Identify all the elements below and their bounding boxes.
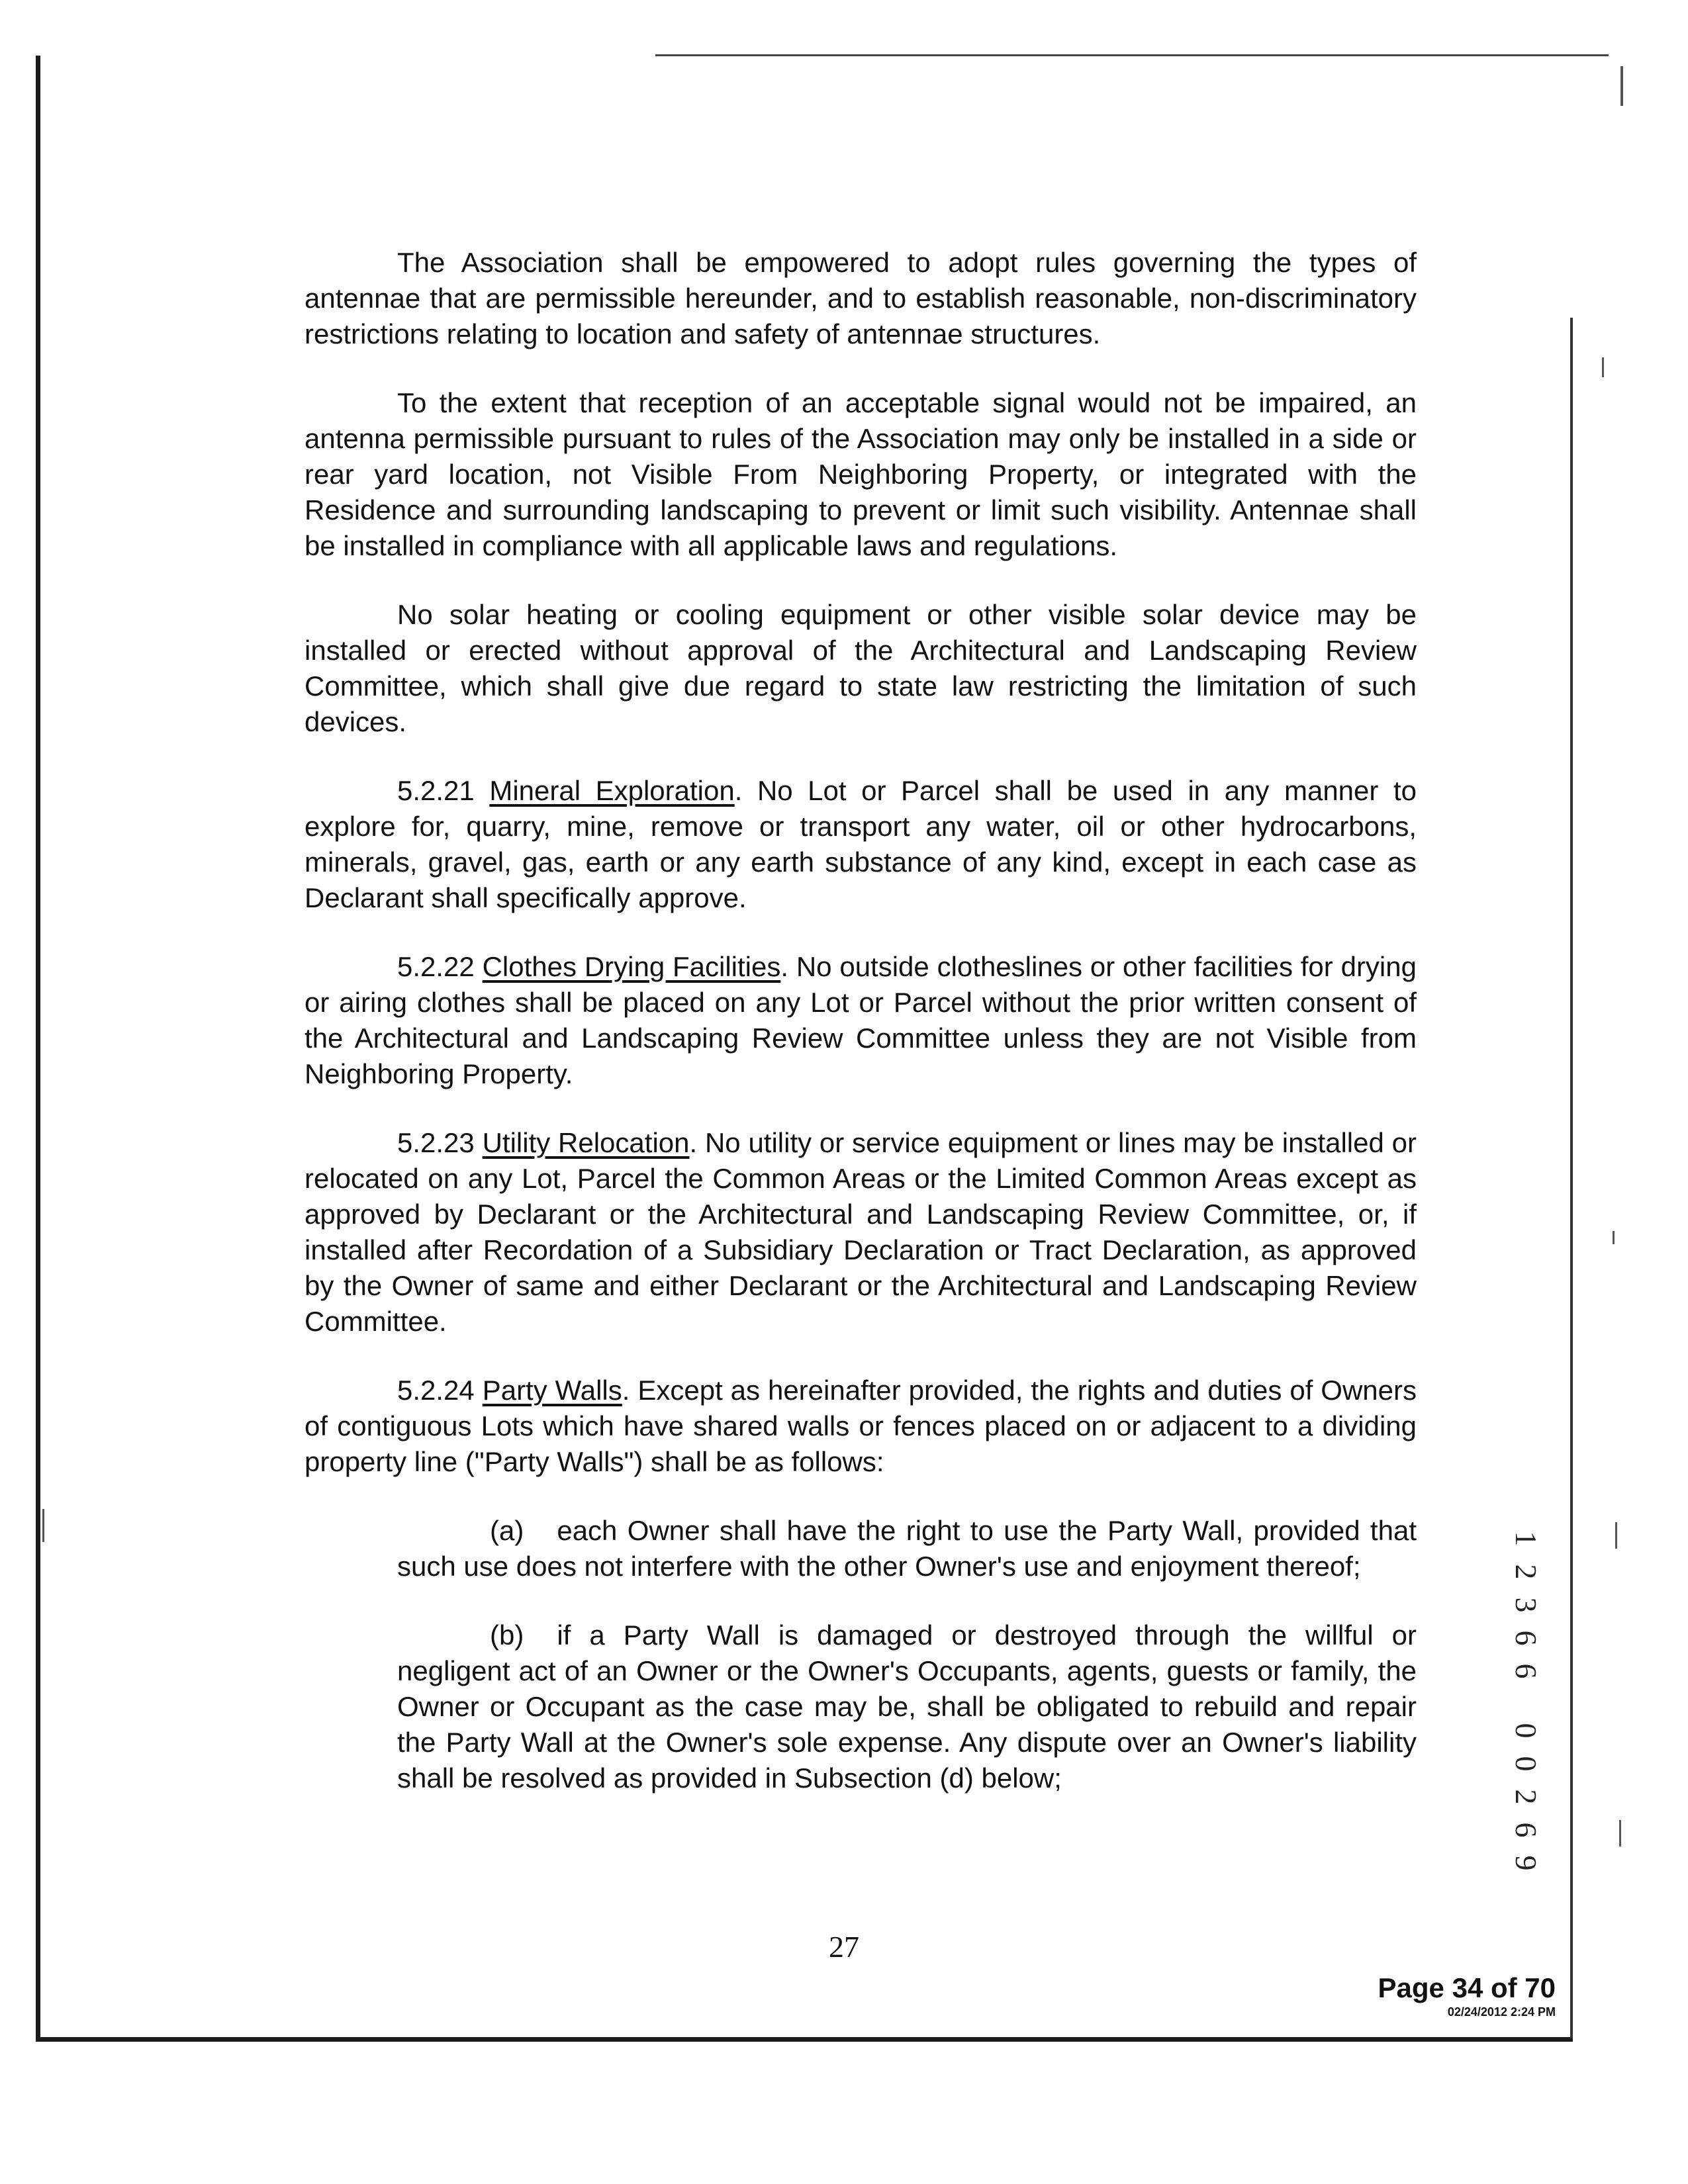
section-5-2-24: [305, 1373, 1417, 1480]
scan-left-edge: [36, 56, 40, 2041]
section-title: Utility Relocation: [482, 1127, 690, 1158]
scan-top-rule: [655, 54, 1609, 56]
section-title: Mineral Exploration: [489, 775, 735, 806]
page-number: 27: [829, 1930, 859, 1964]
subsection-text: if a Party Wall is damaged or destroyed through the willful or negligent act of an Owner or the Owner's Occupants, agents, guests or family, the Owner or Occupant as the case may be, shall be obligated to rebuild and repair the Party Wall at the Owner's sole expense. Any dispute over an Owner's liability shall be resolved as provided in Subsection (d) below;: [397, 1619, 1417, 1794]
section-5-2-21: [305, 773, 1417, 916]
stamp-digit: 6: [1509, 1663, 1543, 1679]
section-number: 5.2.22: [397, 951, 483, 982]
stamp-digit: 0: [1509, 1723, 1543, 1739]
stamp-digit: 3: [1509, 1597, 1543, 1613]
section-5-2-22: [305, 949, 1417, 1092]
section-number: 5.2.23: [397, 1127, 483, 1158]
section-title: Clothes Drying Facilities: [482, 951, 781, 982]
subsection-text: each Owner shall have the right to use the Party Wall, provided that such use does not interfere with the other Owner's use and enjoyment thereof;: [397, 1515, 1417, 1582]
stamp-digit: 2: [1509, 1564, 1543, 1580]
stamp-number-top: [1506, 1522, 1546, 1688]
section-5-2-23: [305, 1125, 1417, 1340]
stamp-digit: 9: [1509, 1855, 1543, 1871]
document-body: [305, 245, 1417, 1829]
scan-bottom-rule: [36, 2037, 1573, 2042]
stamp-digit: 6: [1509, 1822, 1543, 1838]
recording-stamp: [1506, 1522, 1546, 1880]
stamp-digit: 0: [1509, 1756, 1543, 1772]
page-counter: Page 34 of 70: [1378, 1972, 1556, 2003]
paragraph-antennae-installation: To the extent that reception of an acceptable signal would not be impaired, an antenna permissible pursuant to rules of the Association may only be installed in a side or rear yard location, not Visible From Neighboring Property, or integrated with the Residence and surrounding landscaping to prevent or limit such visibility. Antennae shall be installed in compliance with all applicable laws and regulations.: [305, 387, 1417, 561]
subsection-a: [397, 1513, 1417, 1584]
section-body: . Except as hereinafter provided, the rights and duties of Owners of contiguous Lots which have shared walls or fences placed on or adjacent to a dividing property line ("Party Walls") shall be as follows:: [305, 1375, 1417, 1477]
section-number: 5.2.24: [397, 1375, 483, 1406]
subsection-label: (a): [490, 1515, 524, 1546]
stamp-digit: 1: [1509, 1531, 1543, 1547]
subsection-label: (b): [490, 1619, 524, 1651]
subsection-b: [397, 1617, 1417, 1796]
stamp-digit: 2: [1509, 1789, 1543, 1805]
stamp-digit: 6: [1509, 1630, 1543, 1646]
paragraph-solar-devices: No solar heating or cooling equipment or other visible solar device may be installed or erected without approval of the Architectural and Landscaping Review Committee, which shall give due regard to state law restricting the limitation of such devices.: [305, 599, 1417, 737]
section-body: . No Lot or Parcel shall be used in any manner to explore for, quarry, mine, remove or transport any water, oil or other hydrocarbons, minerals, gravel, gas, earth or any earth substance of any kind, except in each case as Declarant shall specifically approve.: [305, 775, 1417, 913]
section-title: Party Walls: [482, 1375, 622, 1406]
section-number: 5.2.21: [397, 775, 490, 806]
paragraph-antennae-rules: The Association shall be empowered to adopt rules governing the types of antennae that are permissible hereunder, and to establish reasonable, non-discriminatory restrictions relating to location and safety of antennae structures.: [305, 247, 1417, 349]
print-timestamp: 02/24/2012 2:24 PM: [1447, 2005, 1556, 2019]
scan-right-edge: [1570, 318, 1573, 2038]
section-body: . No outside clotheslines or other facilities for drying or airing clothes shall be placed on any Lot or Parcel without the prior written consent of the Architectural and Landscaping Review Committee unless they are not Visible from Neighboring Property.: [305, 951, 1417, 1089]
stamp-number-bottom: [1506, 1714, 1546, 1880]
section-body: . No utility or service equipment or lines may be installed or relocated on any Lot, Parcel the Common Areas or the Limited Common Areas except as approved by Declarant or the Architectural and Landscaping Review Committee, or, if installed after Recordation of a Subsidiary Declaration or Tract Declaration, as approved by the Owner of same and either Declarant or the Architectural and Landscaping Review Committee.: [305, 1127, 1417, 1337]
